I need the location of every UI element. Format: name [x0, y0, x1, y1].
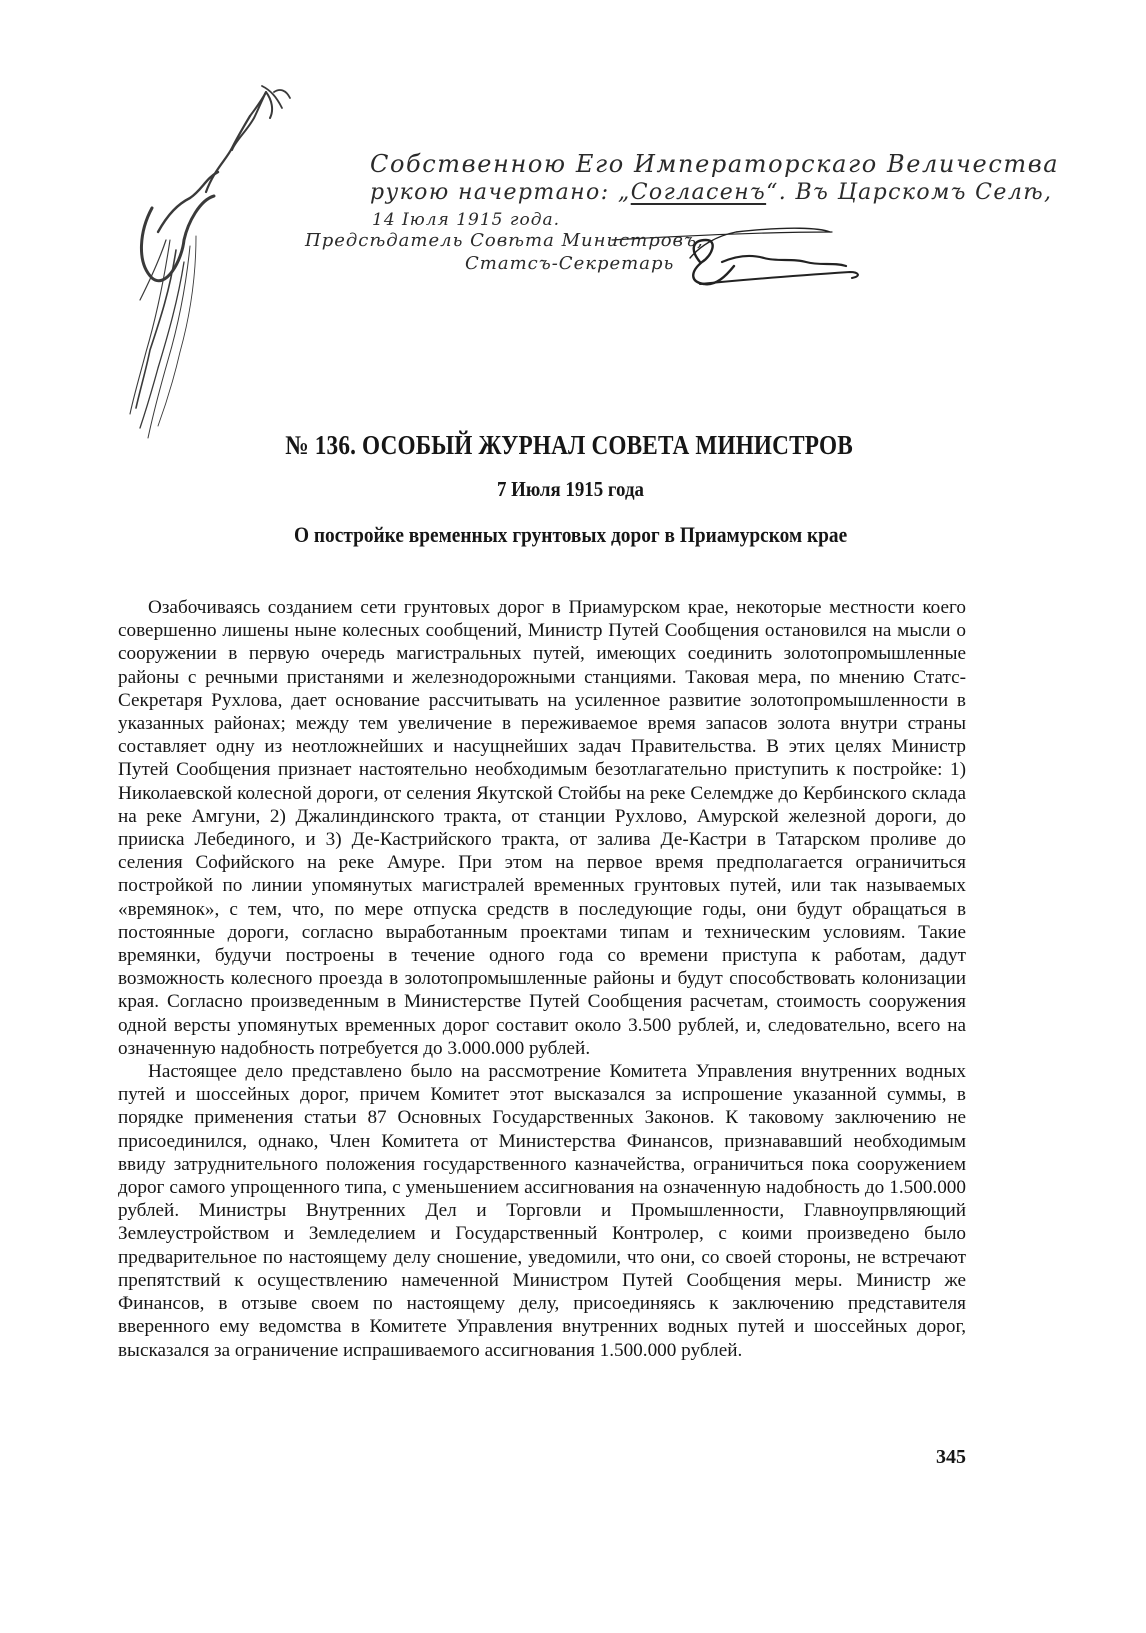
handwriting-line-5: Статсъ-Секретарь — [465, 253, 675, 274]
document-title: № 136. ОСОБЫЙ ЖУРНАЛ СОВЕТА МИНИСТРОВ — [285, 430, 853, 460]
handwritten-resolution — [0, 0, 1146, 470]
handwriting-consent: Согласенъ — [630, 180, 767, 205]
document-body — [118, 596, 966, 1362]
document-date: 7 Июля 1915 года — [497, 477, 644, 501]
document-subject: О постройке временных грунтовых дорог в Приамурском крае — [294, 522, 848, 547]
page-number: 345 — [936, 1446, 966, 1468]
handwriting-line-2-prefix: рукою начертано: „ — [370, 180, 631, 205]
handwriting-line-3: 14 Іюля 1915 года. — [372, 210, 561, 230]
handwriting-line-1: Собственною Его Императорскаго Величества — [370, 150, 1060, 178]
body-paragraph: Озабочиваясь созданием сети грунтовых дорог в Приамурском крае, некоторые местности коего совершенно лишены ныне колесных сообщений, Министр Путей Сообщения остановился на мысли о сооружении в первую очередь магистральных путей, имеющих соединить золотопромышленные районы с речными пристанями и железнодорожными станциями. Таковая мера, по мнению Статс-Секретаря Рухлова, дает основание рассчитывать на усиленное развитие золотопромышленности в указанных районах; между тем увеличение в переживаемое время запасов золота внутри страны составляет одну из неотложнейших и насущнейших задач Правительства. В этих целях Министр Путей Сообщения признает настоятельно необходимым безотлагательно приступить к постройке: 1) Николаевской колесной дороги, от селения Якутской Стойбы на реке Селемдже до Кербинского склада на реке Амгуни, 2) Джалиндинского тракта, от станции Рухлово, Амурской железной дороги, до прииска Лебединого, и 3) Де-Кастрийского тракта, от залива Де-Кастри в Татарском проливе до селения Софийского на реке Амуре. При этом на первое время предполагается ограничиться постройкой по линии упомянутых магистралей временных грунтовых путей, или так называемых «времянок», с тем, что, по мере отпуска средств в последующие годы, они будут обращаться в постоянные дороги, согласно выработанным проектами типам и техническим условиям. Такие времянки, будучи построены в течение одного года со времени приступа к работам, дадут возможность колесного проезда в золотопромышленные районы и будут способствовать колонизации края. Согласно произведенным в Министерстве Путей Сообщения расчетам, стоимость сооружения одной версты упомянутых временных дорог составит около 3.500 рублей, и, следовательно, всего на означенную надобность потребуется до 3.000.000 рублей. — [118, 597, 966, 1059]
handwriting-line-2-suffix: “. Въ Царскомъ Селѣ, — [766, 180, 1053, 205]
handwriting-line-4: Предсѣдатель Совѣта Министровъ, — [305, 230, 704, 251]
body-paragraph: Настоящее дело представлено было на рассмотрение Комитета Управления внутренних водных путей и шоссейных дорог, причем Комитет этот высказался за испрошение указанной суммы, в порядке применения статьи 87 Основных Государственных Законов. К таковому заключению не присоединился, однако, Член Комитета от Министерства Финансов, признававший необходимым ввиду затруднительного положения государственного казначейства, ограничиться пока сооружением дорог самого упрощенного типа, с уменьшением ассигнования на означенную надобность до 1.500.000 рублей. Министры Внутренних Дел и Торговли и Промышленности, Главноупрвляющий Землеустройством и Земледелием и Государственный Контролер, с коими произведено было предварительное по настоящему делу сношение, уведомили, что они, со своей стороны, не встречают препятствий к осуществлению намеченной Министром Путей Сообщения меры. Министр же Финансов, в отзыве своем по настоящему делу, присоединяясь к заключению представителя вверенного ему ведомства в Комитете Управления внутренних водных путей и шоссейных дорог, высказался за ограничение испрашиваемого ассигнования 1.500.000 рублей. — [118, 1061, 966, 1361]
handwriting-line-2 — [370, 180, 1052, 205]
